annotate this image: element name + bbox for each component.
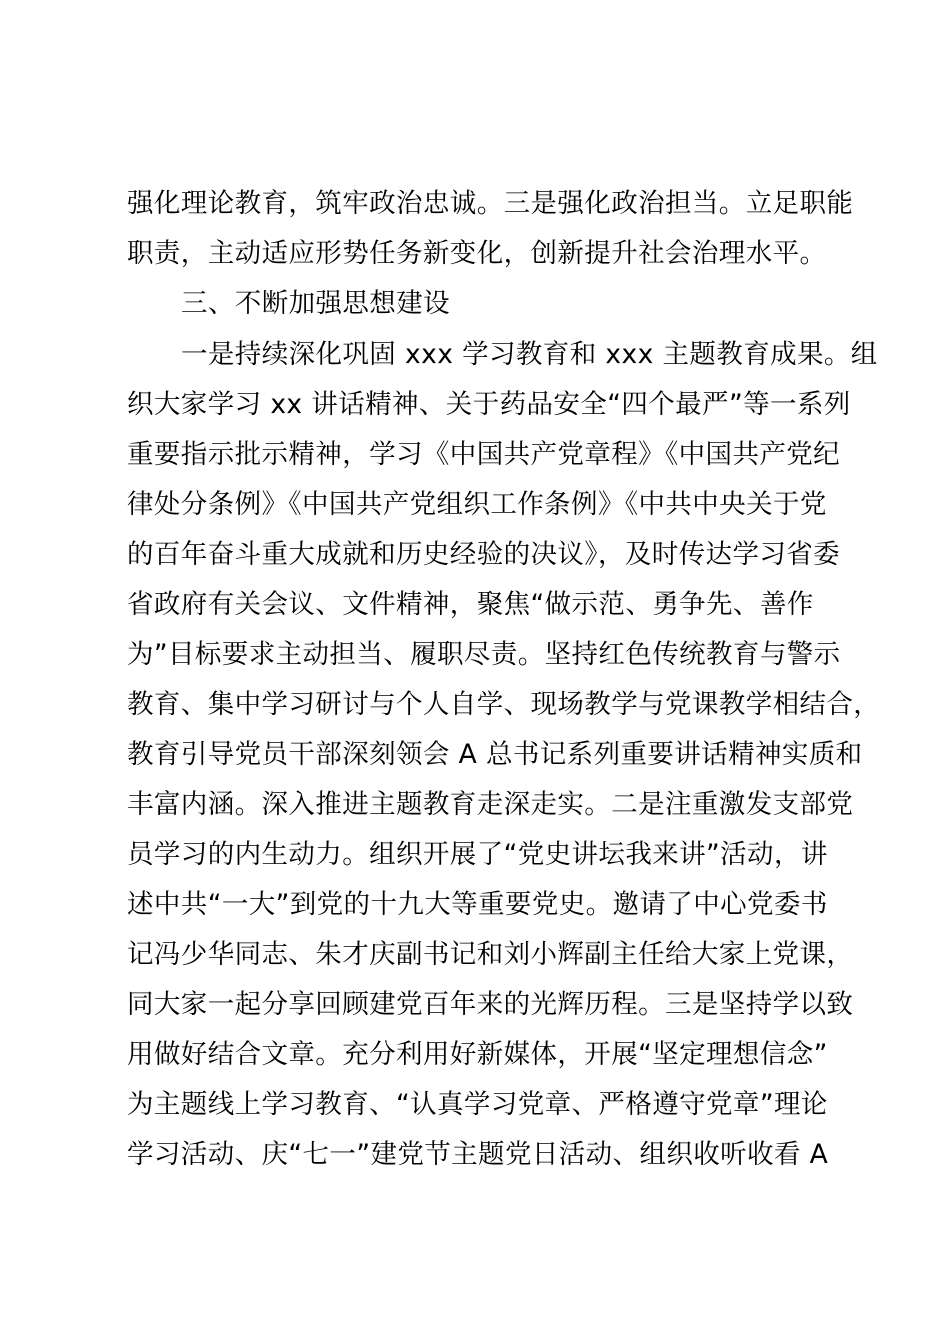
body-text-line: 强化理论教育，筑牢政治忠诚。三是强化政治担当。立足职能 — [127, 188, 854, 219]
paragraph-first-line: 一是持续深化巩固 xxx 学习教育和 xxx 主题教育成果。组 — [181, 339, 878, 370]
body-text-line: 的百年奋斗重大成就和历史经验的决议》，及时传达学习省委 — [127, 539, 841, 570]
body-text-line: 织大家学习 xx 讲话精神、关于药品安全“四个最严”等一系列 — [127, 389, 851, 420]
body-text-line: 员学习的内生动力。组织开展了“党史讲坛我来讲”活动，讲 — [127, 839, 828, 870]
body-text-line: 职责，主动适应形势任务新变化，创新提升社会治理水平。 — [127, 238, 827, 269]
body-text-line: 述中共“一大”到党的十九大等重要党史。邀请了中心党委书 — [127, 889, 828, 920]
body-text-line: 丰富内涵。深入推进主题教育走深走实。二是注重激发支部党 — [127, 789, 854, 820]
body-text-line: 省政府有关会议、文件精神，聚焦“做示范、勇争先、善作 — [127, 589, 814, 620]
body-text-line: 律处分条例》《中国共产党组织工作条例》《中共中央关于党 — [127, 489, 827, 520]
body-text-line: 教育、集中学习研讨与个人自学、现场教学与党课教学相结合， — [127, 689, 881, 720]
body-text-line: 记冯少华同志、朱才庆副书记和刘小辉副主任给大家上党课， — [127, 939, 854, 970]
body-text-line: 同大家一起分享回顾建党百年来的光辉历程。三是坚持学以致 — [127, 989, 854, 1020]
body-text-line: 重要指示批示精神，学习《中国共产党章程》《中国共产党纪 — [127, 439, 841, 470]
body-text-line: 为”目标要求主动担当、履职尽责。坚持红色传统教育与警示 — [127, 639, 841, 670]
body-text-line: 教育引导党员干部深刻领会 A 总书记系列重要讲话精神实质和 — [127, 739, 863, 770]
body-text-line: 为主题线上学习教育、“认真学习党章、严格遵守党章”理论 — [127, 1089, 828, 1120]
section-heading: 三、不断加强思想建设 — [181, 288, 450, 319]
body-text-line: 用做好结合文章。充分利用好新媒体，开展“坚定理想信念” — [127, 1039, 828, 1070]
body-text-line: 学习活动、庆“七一”建党节主题党日活动、组织收听收看 A — [127, 1139, 829, 1170]
